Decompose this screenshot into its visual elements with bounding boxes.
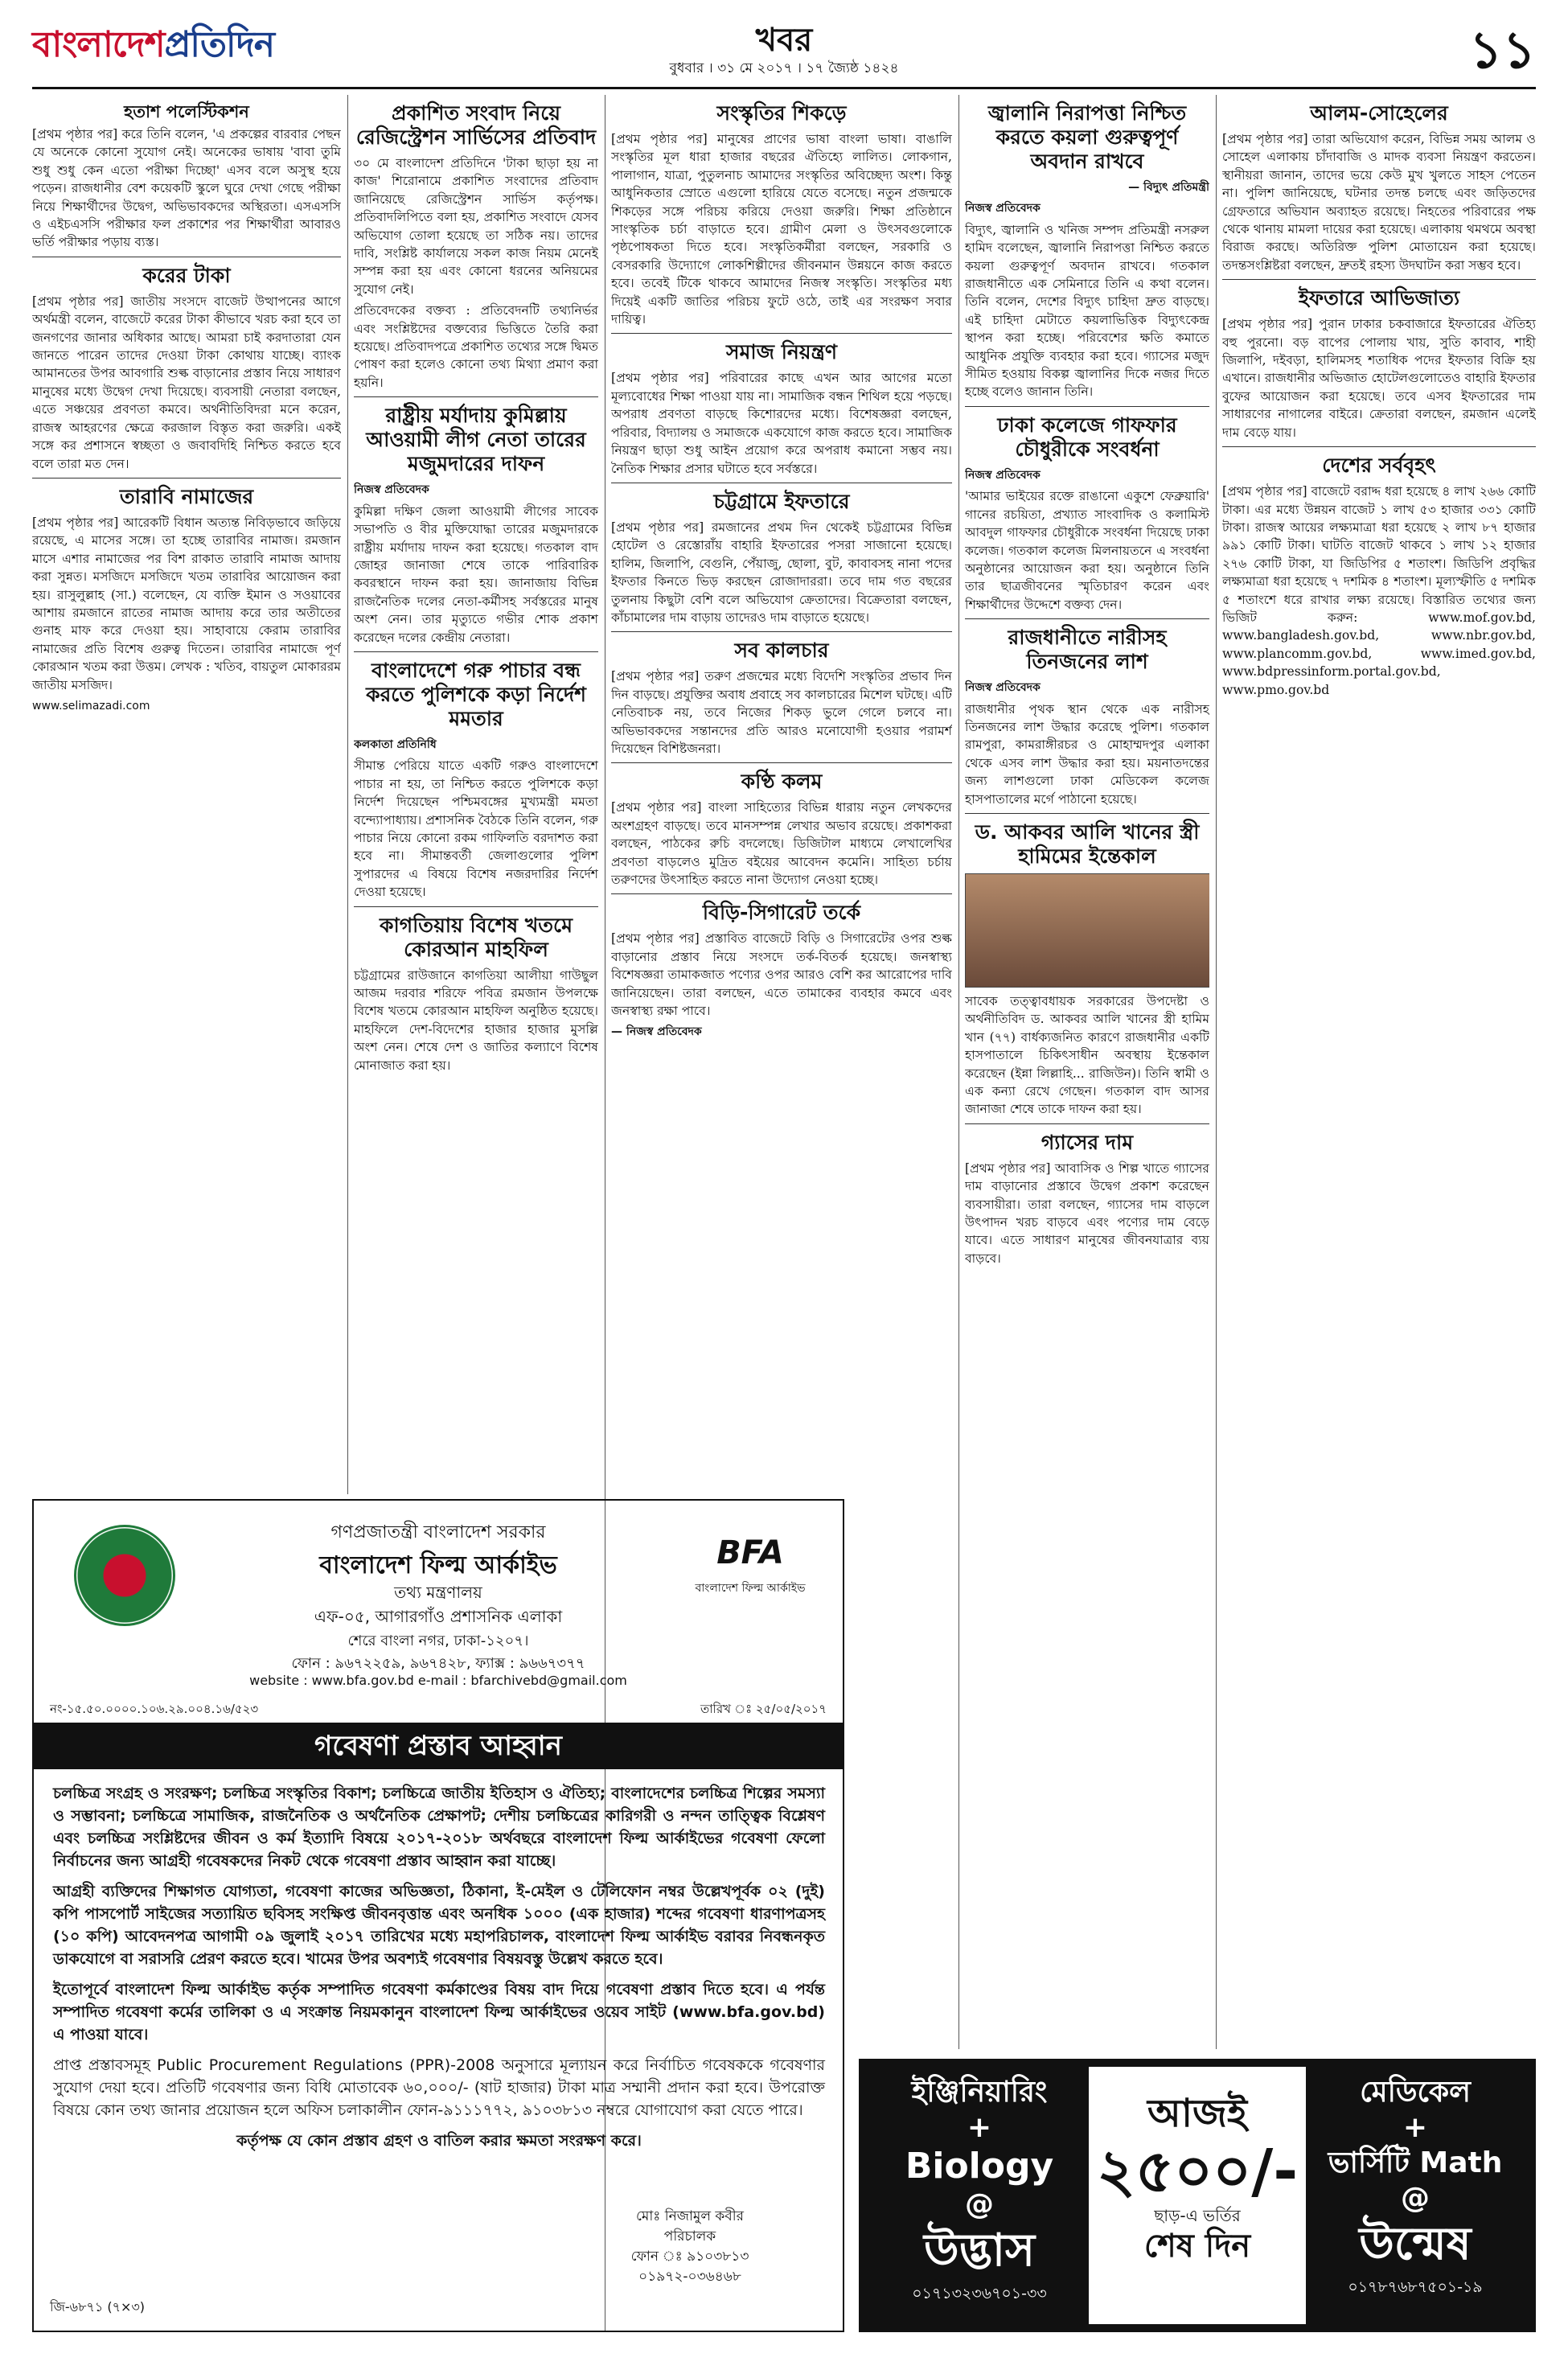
divider — [611, 762, 952, 763]
ad-phone: ০১৭৮৭৬৮৭৫০১-১৯ — [1348, 2278, 1483, 2296]
dateline: বুধবার । ৩১ মে ২০১৭ । ১৭ জ্যৈষ্ঠ ১৪২৪ — [669, 60, 899, 76]
divider — [1222, 279, 1536, 280]
article-gas: [প্রথম পৃষ্ঠার পর] আবাসিক ও শিল্প খাতে গ্যাসের দাম বাড়ানোর প্রস্তাবে উদ্বেগ প্রকাশ করেছেন ব্যবসায়ীরা। তারা বলছেন, গ্যাসের দাম বাড়লে উৎপাদন খরচ বাড়বে এবং পণ্যের দাম বেড়ে যাবে। এতে সাধারণ মানুষের জীবনযাত্রার ব্যয় বাড়বে। — [965, 1160, 1209, 1266]
reporter-note: প্রতিবেদকের বক্তব্য : প্রতিবেদনটি তথ্যনির্ভর এবং সংশ্লিষ্টদের বক্তব্যের ভিত্তিতে তৈরি করা হয়েছে। প্রতিবাদপত্রে প্রকাশিত তথ্যের সঙ্গে দ্বিমত পোষণ করা হলেও কোনো তথ্য মিথ্যা প্রমাণ করা হয়নি। — [354, 303, 598, 390]
column-4 — [965, 95, 1209, 2041]
ad-banner-title: গবেষণা প্রস্তাব আহ্বান — [34, 1723, 843, 1769]
ad-paragraph: কর্তৃপক্ষ যে কোন প্রস্তাব গ্রহণ ও বাতিল করার ক্ষমতা সংরক্ষণ করে। — [236, 2132, 642, 2150]
divider — [611, 631, 952, 632]
ad-paragraph: চলচ্চিত্র সংগ্রহ ও সংরক্ষণ; চলচ্চিত্র সংস্কৃতির বিকাশ; চলচ্চিত্রে জাতীয় ইতিহাস ও ঐতিহ্য; বাংলাদেশের চলচ্চিত্র শিল্পের সমস্যা ও সম্ভাবনা; চলচ্চিত্রে সামাজিক, রাজনৈতিক ও অর্থনৈতিক প্রেক্ষাপট; দেশীয় চলচ্চিত্রের কারিগরী ও নন্দন তাত্ত্বিক বিশ্লেষণ এবং চলচ্চিত্র সংশ্লিষ্টদের জীবন ও কর্ম ইত্যাদি বিষয়ে ২০১৭-২০১৮ অর্থবছরে বাংলাদেশ ফিল্ম আর্কাইভের গবেষণা ফেলো নির্বাচনের জন্য আগ্রহী গবেষকদের নিকট থেকে গবেষণা প্রস্তাব আহ্বান করা যাচ্ছে। — [53, 1785, 825, 1870]
ad-web[interactable]: website : www.bfa.gov.bd e-mail : bfarchivebd@gmail.com — [249, 1673, 627, 1688]
headline-tarabi: তারাবি নামাজের — [119, 484, 254, 508]
divider — [354, 906, 598, 907]
bfa-logo-subtitle: বাংলাদেশ ফিল্ম আর্কাইভ — [695, 1582, 806, 1595]
divider — [354, 396, 598, 397]
ad-text: ভার্সিটি Math — [1328, 2146, 1503, 2179]
byline: নিজস্ব প্রতিবেদক — [965, 468, 1041, 482]
headline-sub: — বিদ্যুৎ প্রতিমন্ত্রী — [1128, 181, 1209, 194]
article-tarabi: [প্রথম পৃষ্ঠার পর] আরেকটি বিধান অত্যন্ত নিবিড়ভাবে জড়িয়ে রয়েছে, এ মাসের সঙ্গে। তা হচ্ছে তারাবির নামাজ। রমজান মাসে এশার নামাজের পর বিশ রাকাত তারাবি নামাজ আদায় করা সুন্নত। মসজিদে মসজিদে খতম তারাবির আয়োজন করা হয়। রাসুলুল্লাহ (সা.) বলেছেন, যে ব্যক্তি ইমান ও সওয়াবের আশায় রমজানে রাতের নামাজ আদায় করে তার অতীতের গুনাহ মাফ করে দেওয়া হয়। সাহাবায়ে কেরাম তারাবির নামাজের প্রতি বিশেষ গুরুত্ব দিতেন। তারাবির নামাজে পূর্ণ কোরআন খতম করা উত্তম। লেখক : খতিব, বায়তুল মোকাররম জাতীয় মসজিদ। — [32, 515, 341, 692]
divider — [965, 618, 1209, 619]
article-ctg-iftar: [প্রথম পৃষ্ঠার পর] রমজানের প্রথম দিন থেকেই চট্টগ্রামের বিভিন্ন হোটেল ও রেস্তোরাঁয় বাহারি ইফতারের পসরা সাজানো হয়েছে। হালিম, জিলাপি, বেগুনি, পেঁয়াজু, ছোলা, বুট, কাবাবসহ নানা পদের ইফতার কিনতে ভিড় করছেন রোজাদাররা। তবে দাম গত বছরের তুলনায় কিছুটা বেশি বলে অভিযোগ ক্রেতাদের। বিক্রেতারা বলছেন, কাঁচামালের দাম বাড়ায় তাদেরও দাম বাড়াতে হয়েছে। — [611, 520, 952, 625]
ad-phone: ফোন : ৯৬৭২২৫৯, ৯৬৭৪২৮, ফ্যাক্স : ৯৬৬৭৩৭৭ — [291, 1655, 585, 1672]
ad-org-name: বাংলাদেশ ফিল্ম আর্কাইভ — [319, 1551, 557, 1579]
headline-alam-sohel: আলম-সোহেলের — [1310, 101, 1448, 125]
ad-text: ইঞ্জিনিয়ারিং — [911, 2076, 1048, 2109]
unmesh-brand: উন্মেষ — [1359, 2218, 1472, 2270]
headline-ctg-iftar: চট্টগ্রামে ইফতারে — [713, 489, 850, 513]
signatory-name: মোঃ নিজামুল কবীর — [636, 2208, 744, 2224]
ad-reference-date: তারিখ ঃ ২৫/০৫/২০১৭ — [700, 1702, 827, 1716]
masthead — [32, 11, 1536, 85]
ad-org-line: গণপ্রজাতন্ত্রী বাংলাদেশ সরকার — [330, 1522, 546, 1542]
column-divider — [958, 95, 959, 2049]
offer-price: ২৫০০/- — [1096, 2137, 1299, 2206]
divider — [611, 893, 952, 894]
article-karer-taka: [প্রথম পৃষ্ঠার পর] জাতীয় সংসদে বাজেট উত্থাপনের আগে অর্থমন্ত্রী বলেন, বাজেটে করের টাকা কীভাবে খরচ করা হবে তা জনগণের জানার অধিকার আছে। আমরা চাই করদাতারা যেন জানতে পারেন তাদের দেওয়া টাকা কোথায় যাচ্ছে। ব্যাংক আমানতের উপর আবগারি শুল্ক বাড়ানোর প্রস্তাব নিয়ে সাধারণ মানুষের মধ্যে উদ্বেগ দেখা দিয়েছে। ব্যবসায়ী নেতারা বলছেন, এতে সঞ্চয়ের প্রবণতা কমবে। অর্থনীতিবিদরা মনে করেন, রাজস্ব আহরণের ক্ষেত্রে করজাল বিস্তৃত করা জরুরি। একই সঙ্গে কর প্রশাসনে স্বচ্ছতা ও জবাবদিহি নিশ্চিত করতে হবে বলে তারা মত দেন। — [32, 294, 341, 471]
ad-ministry: তথ্য মন্ত্রণালয় — [394, 1583, 482, 1602]
headline-sanskriti: সংস্কৃতির শিকড়ে — [716, 101, 847, 125]
article-sanskriti: [প্রথম পৃষ্ঠার পর] মানুষের প্রাণের ভাষা বাংলা ভাষা। বাঙালি সংস্কৃতির মূল ধারা হাজার বছরের ঐতিহ্যে লালিত। লোকগান, পালাগান, যাত্রা, পুতুলনাচ আমাদের সংস্কৃতির অবিচ্ছেদ্য অংশ। কিন্তু আধুনিকতার স্রোতে এগুলো হারিয়ে যেতে বসেছে। নতুন প্রজন্মকে শিকড়ের সঙ্গে পরিচয় করিয়ে দেওয়া জরুরি। শিক্ষা প্রতিষ্ঠানে সাংস্কৃতিক চর্চা বাড়াতে হবে। গ্রামীণ মেলা ও উৎসবগুলোকে পৃষ্ঠপোষকতা দিতে হবে। সংস্কৃতিকর্মীরা বলছেন, সরকারি ও বেসরকারি উদ্যোগে লোকশিল্পীদের জীবনমান উন্নয়নে কাজ করতে হবে। তবেই টিকে থাকবে আমাদের নিজস্ব সংস্কৃতি। সংস্কৃতির মধ্য দিয়েই একটি জাতির পরিচয় ফুটে ওঠে, তাই এর সংরক্ষণ সবার দায়িত্ব। — [611, 132, 952, 327]
article-alam-sohel: [প্রথম পৃষ্ঠার পর] তারা অভিযোগ করেন, বিভিন্ন সময় আলম ও সোহেল এলাকায় চাঁদাবাজি ও মাদক ব্যবসা নিয়ন্ত্রণ করতেন। স্থানীয়রা জানান, তাদের ভয়ে কেউ মুখ খুলতে সাহস পেতেন না। পুলিশ জানিয়েছে, ঘটনার তদন্ত চলছে এবং জড়িতদের গ্রেফতারে অভিযান অব্যাহত রয়েছে। নিহতের পরিবারের পক্ষ থেকে থানায় মামলা দায়ের করা হয়েছে। এলাকায় থমথমে অবস্থা বিরাজ করছে। অতিরিক্ত পুলিশ মোতায়েন করা হয়েছে। তদন্তসংশ্লিষ্টরা বলছেন, দ্রুতই রহস্য উদঘাটন করা সম্ভব হবে। — [1222, 132, 1536, 273]
ad-phone: ০১৭১৩২৩৬৭০১-৩৩ — [912, 2285, 1047, 2302]
headline-protibad: প্রকাশিত সংবাদ নিয়ে রেজিস্ট্রেশন সার্ভিসের প্রতিবাদ — [355, 101, 597, 149]
headline-iftar: ইফতারে আভিজাত্য — [1298, 286, 1460, 310]
headline-gas: গ্যাসের দাম — [1041, 1130, 1134, 1154]
article-kathi: [প্রথম পৃষ্ঠার পর] বাংলা সাহিত্যের বিভিন্ন ধারায় নতুন লেখকদের অংশগ্রহণ বাড়ছে। তবে মানসম্পন্ন লেখার অভাব রয়েছে। প্রকাশকরা বলছেন, পাঠকের রুচি বদলেছে। ডিজিটাল মাধ্যমে লেখালেখির প্রবণতা বাড়লেও মুদ্রিত বইয়ের আবেদন কমেনি। সাহিত্য চর্চায় তরুণদের উৎসাহিত করতে নানা উদ্যোগ নেওয়া হচ্ছে। — [611, 800, 952, 887]
column-1 — [32, 95, 341, 1494]
headline-rajdhani-lash: রাজধানীতে নারীসহ তিনজনের লাশ — [1008, 626, 1167, 674]
udvash-brand: উদ্ভাস — [923, 2224, 1036, 2277]
headline-kathi: কণ্ঠি কলম — [741, 770, 823, 794]
ad-text: মেডিকেল — [1360, 2076, 1471, 2109]
section-title: খবর — [755, 22, 813, 59]
ad-text: @ — [1401, 2182, 1430, 2215]
headline-kagtia: কাগতিয়ায় বিশেষ খতমে কোরআন মাহফিল — [380, 913, 573, 961]
headline-akbar-ali: ড. আকবর আলি খানের স্ত্রী হামিমের ইন্তেকাল — [975, 819, 1200, 868]
headline-jalani: জ্বালানি নিরাপত্তা নিশ্চিত করতে কয়লা গুরুত্বপূর্ণ অবদান রাখবে — [987, 101, 1187, 173]
ad-text: + — [967, 2111, 992, 2144]
divider — [1222, 446, 1536, 447]
offer-block — [1089, 2067, 1306, 2324]
govt-advertisement — [32, 1499, 844, 2332]
offer-last-day: শেষ দিন — [1143, 2228, 1251, 2265]
column-divider — [1216, 95, 1217, 2049]
ad-address: এফ-০৫, আগারগাঁও প্রশাসনিক এলাকা — [314, 1607, 563, 1626]
article-akbar-ali: সাবেক তত্ত্বাবধায়ক সরকারের উপদেষ্টা ও অর্থনীতিবিদ ড. আকবর আলি খানের স্ত্রী হামিম খান (৭৭) বার্ধক্যজনিত কারণে রাজধানীর একটি হাসপাতালে চিকিৎসাধীন অবস্থায় ইন্তেকাল করেছেন (ইন্না লিল্লাহি... রাজিউন)। তিনি স্বামী ও এক কন্যা রেখে গেছেন। গতকাল বাদ আসর জানাজা শেষে তাকে দাফন করা হয়। — [965, 993, 1209, 1117]
signatory-phone-2: ০১৯৭২-০৩৬৪৬৮ — [638, 2269, 741, 2285]
divider — [965, 406, 1209, 407]
headline-samaj: সমাজ নিয়ন্ত্রণ — [726, 340, 837, 364]
headline-kalchar: সব কালচার — [734, 639, 829, 663]
headline-hotash: হতাশ পলেস্টিকশন — [124, 102, 249, 121]
byline: নিজস্ব প্রতিবেদক — [965, 202, 1041, 216]
headline-karer-taka: করের টাকা — [142, 263, 231, 287]
article-hotash: [প্রথম পৃষ্ঠার পর] করে তিনি বলেন, 'এ প্রকল্পের বারবার পেছন যে অনেকে কোনো সুযোগ নেই। অনেকের ভাষায় 'বাবা তুমি শুধু শুধু কেন এতো পরীক্ষা দিচ্ছো' এসব বলে অসুস্থ হয়ে পড়েন। রাজধানীর বেশ কয়েকটি স্কুলে ঘুরে দেখা গেছে পরীক্ষা নিয়ে শিক্ষার্থীদের উদ্বেগ, অভিভাবকদের অস্থিরতা। এসএসসি ও এইচএসসি পরীক্ষার ফল প্রকাশের পর শিক্ষার্থীরা আবারও ভর্তি পরীক্ষার পড়ায় ব্যস্ত। — [32, 127, 341, 250]
offer-note: ছাড়-এ ভর্তির — [1154, 2206, 1241, 2225]
logo-red: বাংলাদেশ — [32, 24, 165, 65]
signatory-title: পরিচালক — [663, 2228, 716, 2245]
byline: কলকাতা প্রতিনিধি — [354, 737, 437, 751]
article-iftar: [প্রথম পৃষ্ঠার পর] পুরান ঢাকার চকবাজারে ইফতারের ঐতিহ্য বহু পুরনো। বড় বাপের পোলায় খায়, সুতি কাবাব, শাহী জিলাপি, দইবড়া, হালিমসহ শতাধিক পদের ইফতার বিক্রি হয় এখানে। রাজধানীর অভিজাত হোটেলগুলোতেও বাহারি ইফতার বুফের আয়োজন করা হয়েছে। তবে এসব ইফতারের দাম সাধারণের নাগালের বাইরে। ক্রেতারা বলছেন, রমজান এলেই দাম বেড়ে যায়। — [1222, 317, 1536, 440]
article-kagtia: চট্টগ্রামের রাউজানে কাগতিয়া আলীয়া গাউছুল আজম দরবার শরিফে পবিত্র রমজান উপলক্ষে বিশেষ খতমে কোরআন মাহফিল অনুষ্ঠিত হয়েছে। মাহফিলে দেশ-বিদেশের হাজার হাজার মুসল্লি অংশ নেন। শেষে দেশ ও জাতির কল্যাণে বিশেষ মোনাজাত করা হয়। — [354, 967, 598, 1073]
headline-desh-sorbobrihot: দেশের সর্ববৃহৎ — [1322, 454, 1436, 478]
ad-paragraph: প্রাপ্ত প্রস্তাবসমূহ Public Procurement Regulations (PPR)-2008 অনুসারে মূল্যায়ন করে নির্বাচিত গবেষককে গবেষণার সুযোগ দেয়া হবে। প্রতিটি গবেষণার জন্য বিধি মোতাবেক ৬০,০০০/- (ষাট হাজার) টাকা মাত্র সম্মানী প্রদান করা হবে। উপরোক্ত বিষয়ে কোন তথ্য জানার প্রয়োজন হলে অফিস চলাকালীন ফোন-৯১১১৭৭২, ৯১০৩৮১৩ নম্বরে যোগাযোগ করা যেতে পারে। — [53, 2056, 825, 2119]
column-2 — [354, 95, 598, 1494]
ad-paragraph: ইতোপূর্বে বাংলাদেশ ফিল্ম আর্কাইভ কর্তৃক সম্পাদিত গবেষণা কর্মকাণ্ডের বিষয় বাদ দিয়ে গবেষণা প্রস্তাব দিতে হবে। এ পর্যন্ত সম্পাদিত গবেষণা কর্মের তালিকা ও এ সংক্রান্ত নিয়মকানুন বাংলাদেশ ফিল্ম আর্কাইভের ওয়েব সাইট (www.bfa.gov.bd) এ পাওয়া যাবে। — [53, 1981, 825, 2043]
ad-reference-number: নং-১৫.৫০.০০০০.১০৬.২৯.০০৪.১৬/৫২৩ — [50, 1702, 259, 1716]
udvash-block — [875, 2075, 1084, 2303]
article-rajdhani-lash: রাজধানীর পৃথক স্থান থেকে এক নারীসহ তিনজনের লাশ উদ্ধার করেছে পুলিশ। গতকাল রামপুরা, কামরাঙ্গীরচর ও মোহাম্মদপুর এলাকা থেকে এসব লাশ উদ্ধার করা হয়। ময়নাতদন্তের জন্য লাশগুলো ঢাকা মেডিকেল কলেজ হাসপাতালের মর্গে পাঠানো হয়েছে। — [965, 701, 1209, 807]
article-kumilla: কুমিল্লা দক্ষিণ জেলা আওয়ামী লীগের সাবেক সভাপতি ও বীর মুক্তিযোদ্ধা তারের মজুমদারকে রাষ্ট্রীয় মর্যাদায় দাফন করা হয়েছে। গতকাল বাদ জোহর জানাজা শেষে তাকে পারিবারিক কবরস্থানে দাফন করা হয়। জানাজায় বিভিন্ন রাজনৈতিক দলের নেতা-কর্মীসহ সর্বস্তরের মানুষ অংশ নেন। তার মৃত্যুতে গভীর শোক প্রকাশ করেছেন দলের কেন্দ্রীয় নেতারা। — [354, 503, 598, 645]
divider — [354, 651, 598, 652]
ad-code: জি-৬৮৭১ (৭×৩) — [50, 2299, 146, 2314]
headline-biri: বিড়ি-সিগারেট তর্কে — [702, 901, 861, 925]
column-5 — [1222, 95, 1536, 2041]
article-kalchar: [প্রথম পৃষ্ঠার পর] তরুণ প্রজন্মের মধ্যে বিদেশি সংস্কৃতির প্রভাব দিন দিন বাড়ছে। প্রযুক্তির অবাধ প্রবাহে সব কালচারের মিশেল ঘটছে। এটি নেতিবাচক নয়, তবে নিজের শিকড় ভুলে গেলে চলবে না। অভিভাবকদের সন্তানদের প্রতি আরও মনোযোগী হওয়ার পরামর্শ দিয়েছেন বিশিষ্টজনরা। — [611, 669, 952, 756]
article-goru-pachar: সীমান্ত পেরিয়ে যাতে একটি গরুও বাংলাদেশে পাচার না হয়, তা নিশ্চিত করতে পুলিশকে কড়া নির্দেশ দিয়েছেন পশ্চিমবঙ্গের মুখ্যমন্ত্রী মমতা বন্দ্যোপাধ্যায়। প্রশাসনিক বৈঠকে তিনি বলেন, গরু পাচার নিয়ে কোনো রকম গাফিলতি বরদাশত করা হবে না। সীমান্তবর্তী জেলাগুলোর পুলিশ সুপারদের এ বিষয়ে বিশেষ নজরদারির নির্দেশ দেওয়া হয়েছে। — [354, 758, 598, 900]
unmesh-block — [1311, 2075, 1520, 2297]
article-biri: [প্রথম পৃষ্ঠার পর] প্রস্তাবিত বাজেটে বিড়ি ও সিগারেটের ওপর শুল্ক বাড়ানোর প্রস্তাব নিয়ে সংসদে তর্ক-বিতর্ক হয়েছে। জনস্বাস্থ্য বিশেষজ্ঞরা তামাকজাত পণ্যের ওপর আরও বেশি কর আরোপের দাবি জানিয়েছেন। তারা বলছেন, এতে তামাকের ব্যবহার কমবে এবং জনস্বাস্থ্য রক্ষা পাবে। — [611, 931, 952, 1019]
article-protibad: ৩০ মে বাংলাদেশ প্রতিদিনে 'টাকা ছাড়া হয় না কাজ' শিরোনামে প্রকাশিত সংবাদের প্রতিবাদ জানিয়েছে রেজিস্ট্রেশন সার্ভিস কর্তৃপক্ষ। প্রতিবাদলিপিতে বলা হয়, প্রকাশিত সংবাদে যেসব অভিযোগ তোলা হয়েছে তা সঠিক নয়। তাদের দাবি, সংশ্লিষ্ট কার্যালয়ে সকল কাজ নিয়ম মেনেই সম্পন্ন করা হয় এবং কোনো ধরনের অনিয়মের সুযোগ নেই। — [354, 156, 598, 297]
divider — [965, 813, 1209, 814]
headline-kumilla: রাষ্ট্রীয় মর্যাদায় কুমিল্লায় আওয়ামী লীগ নেতা তারের মজুমদারের দাফন — [366, 404, 586, 476]
ad-text: Biology — [905, 2146, 1054, 2187]
column-divider — [347, 95, 348, 1494]
divider — [965, 1123, 1209, 1124]
article-jalani: বিদ্যুৎ, জ্বালানি ও খনিজ সম্পদ প্রতিমন্ত্রী নসরুল হামিদ বলেছেন, জ্বালানি নিরাপত্তা নিশ্চিত করতে কয়লা গুরুত্বপূর্ণ অবদান রাখবে। গতকাল রাজধানীতে এক সেমিনারে তিনি এ কথা বলেন। তিনি বলেন, দেশের বিদ্যুৎ চাহিদা দ্রুত বাড়ছে। এই চাহিদা মেটাতে কয়লাভিত্তিক বিদ্যুৎকেন্দ্র স্থাপন করা হচ্ছে। পরিবেশের ক্ষতি কমাতে আধুনিক প্রযুক্তি ব্যবহার করা হবে। গ্যাসের মজুদ সীমিত হওয়ায় বিকল্প জ্বালানির দিকে নজর দিতে হচ্ছে বলেও জানান তিনি। — [965, 222, 1209, 400]
article-desh-sorbobrihot: [প্রথম পৃষ্ঠার পর] বাজেটে বরাদ্দ ধরা হয়েছে ৪ লাখ ২৬৬ কোটি টাকা। এর মধ্যে উন্নয়ন বাজেট ১ লাখ ৫৩ হাজার ৩৩১ কোটি টাকা। রাজস্ব আয়ের লক্ষ্যমাত্রা ধরা হয়েছে ২ লাখ ৮৭ হাজার ৯৯১ কোটি টাকা। ঘাটতি বাজেট থাকবে ১ লাখ ১২ হাজার ২৭৬ কোটি টাকা, যা জিডিপির ৫ শতাংশ। জিডিপি প্রবৃদ্ধির লক্ষ্যমাত্রা ধরা হয়েছে ৭ দশমিক ৪ শতাংশ। মূল্যস্ফীতি ৫ দশমিক ৫ শতাংশে ধরে রাখার লক্ষ্য রয়েছে। বিস্তারিত তথ্যের জন্য ভিজিট করুন: www.mof.gov.bd, www.bangladesh.gov.bd, www.nbr.gov.bd, www.plancomm.gov.bd, www.imed.gov.bd, www.bdpressinform.portal.gov.bd, www.pmo.gov.bd — [1222, 484, 1536, 697]
headline-dhaka-college: ঢাকা কলেজে গাফফার চৌধুরীকে সংবর্ধনা — [997, 413, 1177, 461]
masthead-rule — [32, 87, 1536, 89]
ad-text: + — [1402, 2111, 1428, 2144]
page-number: ১১ — [1468, 21, 1536, 80]
ad-address-2: শেরে বাংলা নগর, ঢাকা-১২০৭। — [347, 1633, 529, 1649]
divider — [611, 333, 952, 334]
byline: নিজস্ব প্রতিবেদক — [965, 681, 1041, 695]
website-link[interactable]: www.selimazadi.com — [32, 699, 150, 713]
article-dhaka-college: 'আমার ভাইয়ের রক্তে রাঙানো একুশে ফেব্রুয়ারি' গানের রচয়িতা, প্রখ্যাত সাংবাদিক ও কলামিস্ট আবদুল গাফফার চৌধুরীকে সংবর্ধনা দিয়েছে ঢাকা কলেজ। গতকাল কলেজ মিলনায়তনে এ সংবর্ধনা অনুষ্ঠানের আয়োজন করা হয়। অনুষ্ঠানে তিনি তার ছাত্রজীবনের স্মৃতিচারণ করেন এবং শিক্ষার্থীদের উদ্দেশে বক্তব্য দেন। — [965, 489, 1209, 612]
ad-signature — [569, 2207, 811, 2287]
byline: নিজস্ব প্রতিবেদক — [354, 483, 429, 497]
signatory-phone: ফোন ঃ ৯১০৩৮১৩ — [630, 2249, 749, 2265]
bfa-logo-text: BFA — [716, 1534, 784, 1571]
offer-today: আজই — [1147, 2091, 1247, 2136]
coaching-advertisement[interactable] — [859, 2059, 1536, 2332]
ad-text: @ — [965, 2188, 994, 2221]
headline-goru-pachar: বাংলাদেশে গরু পাচার বন্ধ করতে পুলিশকে কড়া নির্দেশ মমতার — [366, 658, 586, 730]
logo-blue: প্রতিদিন — [164, 24, 274, 65]
ad-body — [53, 1782, 825, 2160]
ad-paragraph: আগ্রহী ব্যক্তিদের শিক্ষাগত যোগ্যতা, গবেষণা কাজের অভিজ্ঞতা, ঠিকানা, ই-মেইল ও টেলিফোন নম্বর উল্লেখপূর্বক ০২ (দুই) কপি পাসপোর্ট সাইজের সত্যায়িত ছবিসহ সংক্ষিপ্ত জীবনবৃত্তান্ত এবং অনধিক ১০০০ (এক হাজার) শব্দের গবেষণা ধারণাপত্রসহ (১০ কপি) আবেদনপত্র আগামী ০৯ জুলাই ২০১৭ তারিখের মধ্যে মহাপরিচালক, বাংলাদেশ ফিল্ম আর্কাইভ বরাবর নিবন্ধনকৃত ডাকযোগে বা সরাসরি প্রেরণ করতে হবে। খামের উপর অবশ্যই গবেষণার বিষয়বস্তু উল্লেখ করতে হবে। — [53, 1883, 825, 1968]
portrait-photo — [965, 873, 1209, 988]
article-samaj: [প্রথম পৃষ্ঠার পর] পরিবারের কাছে এখন আর আগের মতো মূল্যবোধের শিক্ষা পাওয়া যায় না। সামাজিক বন্ধন শিথিল হয়ে পড়ছে। অপরাধ প্রবণতা বাড়ছে কিশোরদের মধ্যে। বিশেষজ্ঞরা বলছেন, পরিবার, বিদ্যালয় ও সমাজকে একযোগে কাজ করতে হবে। সামাজিক নিয়ন্ত্রণ ছাড়া শুধু আইন প্রয়োগ করে অপরাধ কমানো সম্ভব নয়। নৈতিক শিক্ষার প্রসার ঘটাতে হবে সর্বস্তরে। — [611, 371, 952, 476]
byline: — নিজস্ব প্রতিবেদক — [611, 1025, 702, 1039]
